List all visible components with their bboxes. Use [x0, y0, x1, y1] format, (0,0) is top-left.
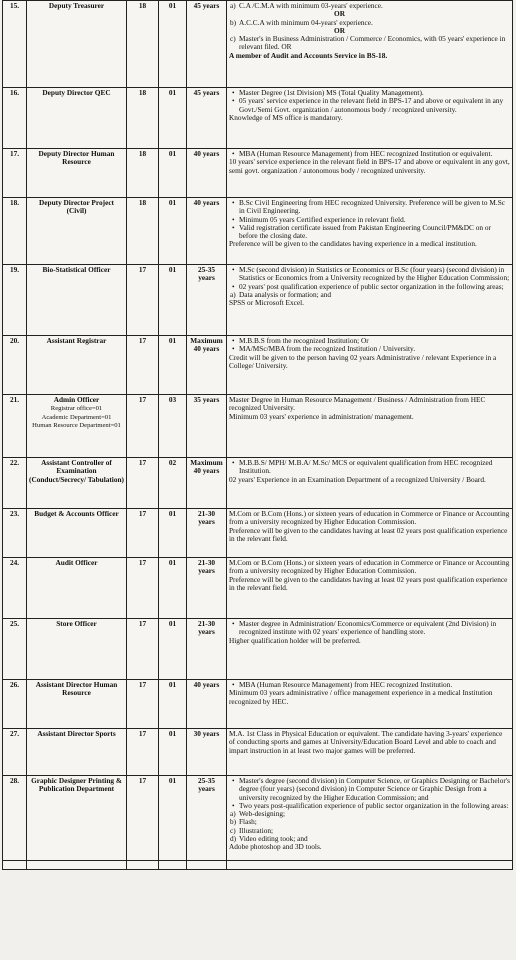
- number-of-posts: 01: [159, 336, 187, 395]
- empty-cell: [227, 861, 513, 870]
- post-breakdown: Human Resource Department=01: [32, 422, 121, 430]
- number-of-posts: 01: [159, 149, 187, 198]
- post-name: [27, 729, 127, 776]
- number-of-posts: 01: [159, 265, 187, 336]
- bps-scale: 17: [127, 558, 159, 619]
- qualification-line: Knowledge of MS office is mandatory.: [229, 112, 343, 122]
- age-limit: 45 years: [187, 88, 227, 149]
- serial-number: 17.: [3, 149, 27, 198]
- bps-scale: 17: [127, 729, 159, 776]
- number-of-posts: 01: [159, 729, 187, 776]
- qualification-cell: [227, 458, 513, 509]
- qualification-bullet: • 05 years' service experience in the relevant field in BPS-17 and above or equivalent in any Govt./Semi Govt. organization / autonomous body / recognized university.: [229, 97, 510, 114]
- age-limit: 21-30 years: [187, 619, 227, 680]
- qualification-cell: [227, 729, 513, 776]
- qualification-bullet: • Master's degree (second division) in Computer Science, or Graphics Designing or Bachelor's degree (four years) (second division) in Computer Science or Graphic Design from a university recognized by the Higher Education Commission; and: [229, 777, 510, 802]
- qualification-line: Credit will be given to the person having 02 years Administrative / relevant Experience in a College/ University.: [229, 352, 497, 370]
- item-letter: b): [230, 817, 237, 827]
- post-name: [27, 395, 127, 458]
- vacancy-table: [2, 0, 513, 870]
- empty-cell: [127, 861, 159, 870]
- qualification-line: Preference will be given to the candidates having experience in a medical institution.: [229, 239, 477, 249]
- table-row: [3, 265, 513, 336]
- serial-number: 25.: [3, 619, 27, 680]
- age-limit: Maximum 40 years: [187, 336, 227, 395]
- post-title: Graphic Designer Printing & Publication Department: [31, 776, 122, 794]
- qualification-line: Adobe photoshop and 3D tools.: [229, 842, 322, 852]
- qualification-lettered-item: [229, 810, 510, 818]
- age-limit: 21-30 years: [187, 509, 227, 558]
- bps-scale: 18: [127, 88, 159, 149]
- item-letter: a): [230, 289, 236, 299]
- table-row: [3, 776, 513, 861]
- qualification-cell: [227, 680, 513, 729]
- post-name: [27, 776, 127, 861]
- qualification-lettered-item: [229, 35, 510, 52]
- item-letter: a): [230, 809, 236, 819]
- age-limit: 40 years: [187, 149, 227, 198]
- qualification-cell: [227, 198, 513, 265]
- serial-number: 28.: [3, 776, 27, 861]
- qualification-cell: [227, 1, 513, 88]
- number-of-posts: 02: [159, 458, 187, 509]
- item-text: A.C.C.A with minimum 04-years' experience.: [239, 17, 373, 27]
- post-name: [27, 509, 127, 558]
- post-breakdown: Academic Department=01: [41, 413, 112, 421]
- qualification-bullet: • M.B.B.S/ MPH/ M.B.A/ M.Sc/ MCS or equivalent qualification from HEC recognized Institution.: [229, 459, 510, 476]
- serial-number: 15.: [3, 1, 27, 88]
- qualification-bullet: • MBA (Human Resource Management) from HEC recognized Institution.: [229, 681, 510, 689]
- qualification-bullet: • B.Sc Civil Engineering from HEC recognized University. Preference will be given to M.Sc in Civil Engineering.: [229, 199, 510, 216]
- qualification-line: Preference will be given to the candidates having at least 02 years post qualification experience in the relevant field.: [229, 574, 508, 592]
- item-text: Illustration;: [239, 825, 274, 835]
- qualification-bullet: • MBA (Human Resource Management) from HEC recognized Institution or equivalent.: [229, 150, 510, 158]
- serial-number: 23.: [3, 509, 27, 558]
- serial-number: 26.: [3, 680, 27, 729]
- post-name: [27, 619, 127, 680]
- table-row: [3, 458, 513, 509]
- qualification-line: Minimum 03 years' experience in administration/ management.: [229, 411, 414, 421]
- table-row: [3, 88, 513, 149]
- table-row: [3, 198, 513, 265]
- bps-scale: 18: [127, 198, 159, 265]
- qualification-line: 10 years' service experience in the relevant field in BPS-17 and above or equivalent in any govt, semi govt. organization / autonomous body / recognized university.: [229, 157, 510, 175]
- qualification-line: Master Degree in Human Resource Management / Business / Administration from HEC recognized University.: [229, 395, 486, 413]
- bps-scale: 17: [127, 395, 159, 458]
- post-title: Store Officer: [56, 619, 97, 628]
- post-name: [27, 88, 127, 149]
- post-name: [27, 265, 127, 336]
- vacancy-rows: [3, 1, 513, 870]
- post-title: Deputy Director Project (Civil): [39, 198, 114, 216]
- number-of-posts: 01: [159, 680, 187, 729]
- number-of-posts: 01: [159, 619, 187, 680]
- table-row-cut: [3, 861, 513, 870]
- post-title: Bio-Statistical Officer: [42, 265, 111, 274]
- serial-number: 27.: [3, 729, 27, 776]
- qualification-bullet: • MA/MSc/MBA from the recognized Institution / University.: [229, 345, 510, 353]
- qualification-lettered-item: [229, 2, 510, 10]
- post-name: [27, 558, 127, 619]
- post-title: Admin Officer: [53, 395, 100, 404]
- item-text: Web-designing;: [239, 809, 286, 819]
- item-text: Master's in Business Administration / Commerce / Economics, with 05 years' experience in relevant filed. OR: [239, 34, 506, 52]
- post-title: Deputy Director QEC: [42, 88, 111, 97]
- number-of-posts: 01: [159, 88, 187, 149]
- bps-scale: 17: [127, 458, 159, 509]
- table-row: [3, 149, 513, 198]
- bps-scale: 17: [127, 265, 159, 336]
- qualification-cell: [227, 336, 513, 395]
- qualification-line: 02 years' Experience in an Examination Department of a recognized University / Board.: [229, 474, 486, 484]
- qualification-cell: [227, 395, 513, 458]
- qualification-cell: [227, 149, 513, 198]
- item-text: C.A /C.M.A with minimum 03-years' experience.: [239, 1, 383, 10]
- item-letter: a): [230, 1, 236, 10]
- table-row: [3, 729, 513, 776]
- qualification-line: Preference will be given to the candidates having at least 02 years post qualification experience in the relevant field.: [229, 525, 508, 543]
- number-of-posts: 01: [159, 776, 187, 861]
- empty-cell: [187, 861, 227, 870]
- qualification-bullet: • Master Degree (1st Division) MS (Total Quality Management).: [229, 89, 510, 97]
- number-of-posts: 01: [159, 509, 187, 558]
- age-limit: 40 years: [187, 680, 227, 729]
- post-title: Audit Officer: [55, 558, 98, 567]
- item-letter: d): [230, 834, 237, 844]
- post-title: Assistant Director Sports: [37, 729, 116, 738]
- serial-number: 21.: [3, 395, 27, 458]
- qualification-line: SPSS or Microsoft Excel.: [229, 298, 304, 308]
- item-text: Data analysis or formation; and: [239, 289, 331, 299]
- age-limit: 21-30 years: [187, 558, 227, 619]
- table-row: [3, 619, 513, 680]
- serial-number: 18.: [3, 198, 27, 265]
- age-limit: 40 years: [187, 198, 227, 265]
- qualification-line: A member of Audit and Accounts Service in BS-18.: [229, 50, 388, 60]
- number-of-posts: 01: [159, 1, 187, 88]
- qualification-line: M.A. 1st Class in Physical Education or equivalent. The candidate having 3-years' experience of conducting sports and games at University/Education Board Level and able to coach and impart instruction in at least two major games will be preferred.: [229, 729, 503, 755]
- qualification-line: M.Com or B.Com (Hons.) or sixteen years of education in Commerce or Finance or Accounting from a university recognized by Higher Education Commission.: [229, 558, 510, 576]
- qualification-bullet: • M.Sc (second division) in Statistics or Economics or B.Sc (four years) (second division) in Statistics or Economics from a University recognized by the Higher Education Commission;: [229, 266, 510, 283]
- item-letter: c): [230, 825, 236, 835]
- bps-scale: 17: [127, 680, 159, 729]
- bps-scale: 18: [127, 149, 159, 198]
- serial-number: 20.: [3, 336, 27, 395]
- post-name: [27, 336, 127, 395]
- item-text: Flash;: [239, 817, 257, 827]
- table-row: [3, 509, 513, 558]
- qualification-cell: [227, 265, 513, 336]
- age-limit: 25-35 years: [187, 265, 227, 336]
- empty-cell: [27, 861, 127, 870]
- age-limit: 30 years: [187, 729, 227, 776]
- bps-scale: 18: [127, 1, 159, 88]
- age-limit: Maximum 40 years: [187, 458, 227, 509]
- bps-scale: 17: [127, 619, 159, 680]
- bps-scale: 17: [127, 336, 159, 395]
- post-title: Budget & Accounts Officer: [34, 509, 119, 518]
- number-of-posts: 03: [159, 395, 187, 458]
- post-title: Assistant Director Human Resource: [35, 680, 118, 698]
- post-title: Deputy Director Human Resource: [38, 149, 115, 167]
- qualification-cell: [227, 509, 513, 558]
- empty-cell: [159, 861, 187, 870]
- qualification-cell: [227, 776, 513, 861]
- serial-number: 24.: [3, 558, 27, 619]
- qualification-bullet: • Master degree in Administration/ Economics/Commerce or equivalent (2nd Division) in recognized institute with 02 years' experience of handling store.: [229, 620, 510, 637]
- post-name: [27, 149, 127, 198]
- bps-scale: 17: [127, 509, 159, 558]
- qualification-cell: [227, 619, 513, 680]
- qualification-line: M.Com or B.Com (Hons.) or sixteen years of education in Commerce or Finance or Accounting from a university recognized by Higher Education Commission.: [229, 509, 510, 527]
- bps-scale: 17: [127, 776, 159, 861]
- post-title: Deputy Treasurer: [48, 1, 105, 10]
- table-row: [3, 395, 513, 458]
- post-name: [27, 680, 127, 729]
- age-limit: 25-35 years: [187, 776, 227, 861]
- number-of-posts: 01: [159, 198, 187, 265]
- table-row: [3, 336, 513, 395]
- or-separator: OR: [334, 25, 345, 35]
- or-separator: OR: [334, 9, 345, 19]
- number-of-posts: 01: [159, 558, 187, 619]
- post-title: Assistant Registrar: [46, 336, 107, 345]
- table-row: [3, 1, 513, 88]
- post-name: [27, 198, 127, 265]
- age-limit: 35 years: [187, 395, 227, 458]
- qualification-line: Higher qualification holder will be preferred.: [229, 635, 361, 645]
- table-row: [3, 558, 513, 619]
- age-limit: 45 years: [187, 1, 227, 88]
- qualification-line: Minimum 03 years administrative / office management experience in a medical Institution recognized by HEC.: [229, 688, 493, 706]
- qualification-bullet: • M.B.B.S from the recognized Institution; Or: [229, 337, 510, 345]
- post-name: [27, 1, 127, 88]
- qualification-cell: [227, 558, 513, 619]
- post-title: Assistant Controller of Examination (Conduct/Secrecy/ Tabulation): [29, 458, 124, 484]
- qualification-lettered-item: [229, 19, 510, 27]
- post-name: [27, 458, 127, 509]
- serial-number: 19.: [3, 265, 27, 336]
- advertisement-page: [2, 0, 514, 960]
- item-letter: b): [230, 17, 237, 27]
- qualification-bullet: • Valid registration certificate issued from Pakistan Engineering Council/PM&DC on or before the closing date.: [229, 224, 510, 241]
- serial-number: 16.: [3, 88, 27, 149]
- qualification-bullet: • Two years post-qualification experience of public sector organization in the following areas:: [229, 802, 510, 810]
- qualification-bullet: • 02 years' post qualification experience of public sector organization in the following areas;: [229, 283, 510, 291]
- qualification-bullet: • Minimum 05 years Certified experience in relevant field.: [229, 216, 510, 224]
- qualification-cell: [227, 88, 513, 149]
- item-letter: c): [230, 34, 236, 44]
- post-breakdown: Registrar office=01: [50, 405, 103, 413]
- empty-cell: [3, 861, 27, 870]
- serial-number: 22.: [3, 458, 27, 509]
- table-row: [3, 680, 513, 729]
- item-text: Video editing took; and: [239, 834, 308, 844]
